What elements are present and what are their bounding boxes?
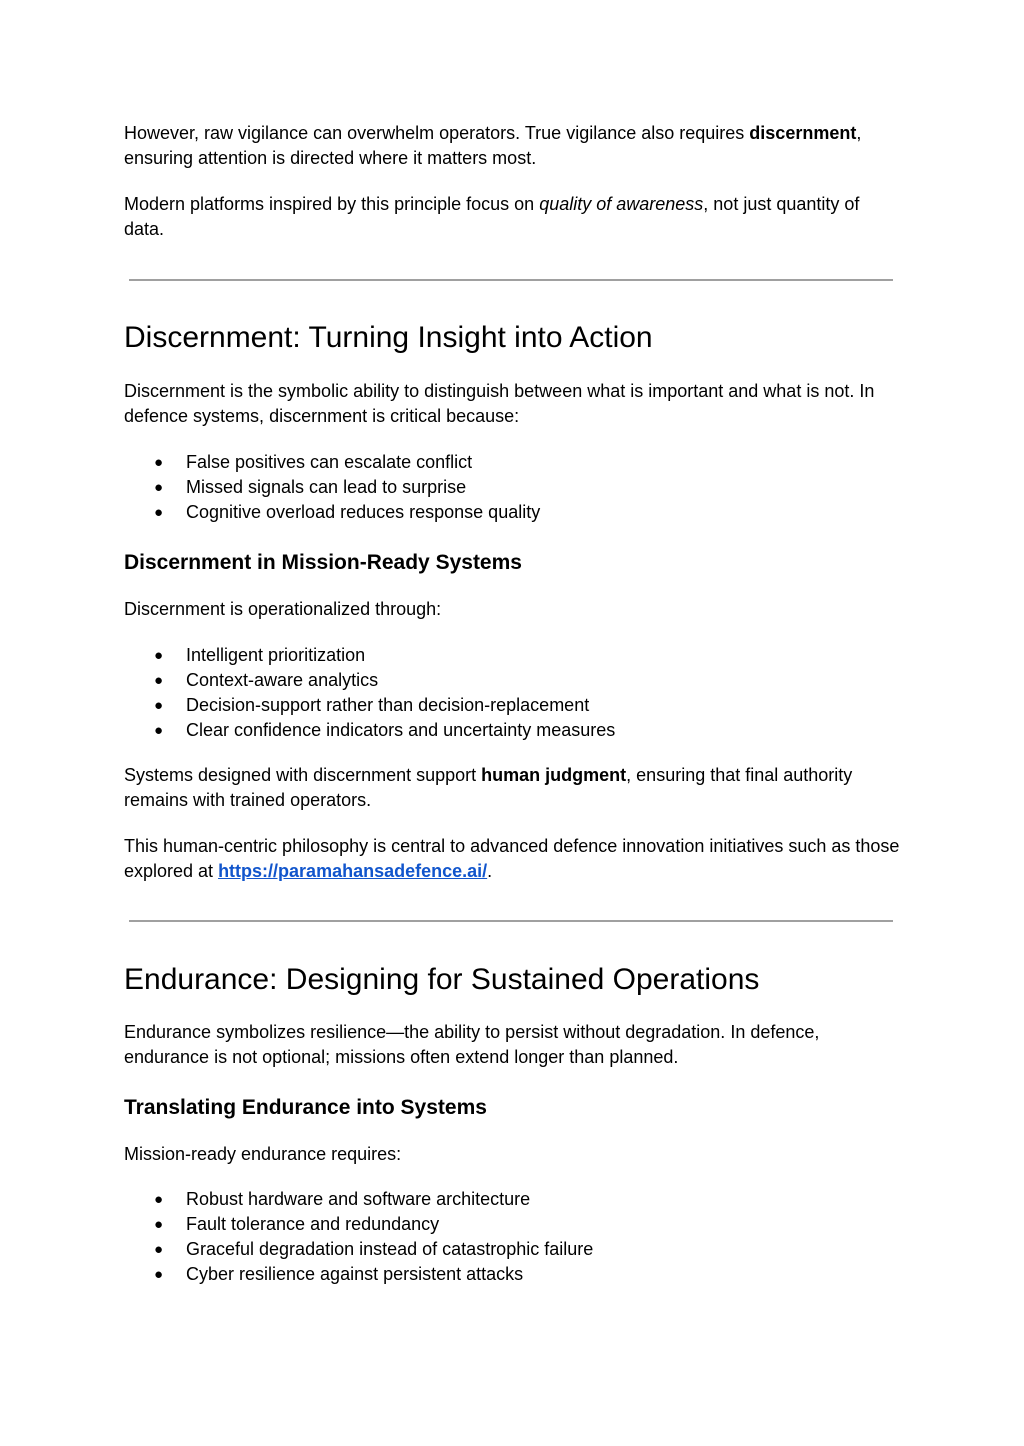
heading-discernment: Discernment: Turning Insight into Action: [124, 321, 653, 354]
bullet-icon: ●: [154, 697, 164, 714]
bullet-icon: ●: [154, 1266, 164, 1283]
endurance-requirements-list: [124, 1187, 904, 1287]
endurance-sub-intro: Mission-ready endurance requires:: [124, 1144, 402, 1164]
list-item: ● False positives can escalate conflict: [124, 450, 904, 475]
list-item: ● Cognitive overload reduces response quality: [124, 500, 904, 525]
heading-endurance: Endurance: Designing for Sustained Operations: [124, 963, 760, 996]
list-item: ● Decision-support rather than decision-replacement: [124, 693, 904, 718]
emphasis-quality-of-awareness: quality of awareness: [539, 194, 704, 214]
bullet-icon: ●: [154, 479, 164, 496]
list-item: ● Intelligent prioritization: [124, 643, 904, 668]
bullet-icon: ●: [154, 722, 164, 739]
discernment-methods-list: [124, 643, 904, 743]
intro-paragraph-1: However, raw vigilance can overwhelm operators. True vigilance also requires discernment, ensuring attention is directed where it matters most.: [124, 123, 862, 168]
paramahansadefence-link[interactable]: https://paramahansadefence.ai/: [218, 861, 488, 881]
list-item: ● Fault tolerance and redundancy: [124, 1212, 904, 1237]
subheading-discernment-systems: Discernment in Mission-Ready Systems: [124, 551, 522, 574]
emphasis-human-judgment: human judgment: [481, 765, 627, 785]
bullet-icon: ●: [154, 454, 164, 471]
link-paragraph: This human-centric philosophy is central to advanced defence innovation initiatives such as those explored at https://paramahansadefence.ai/.: [124, 836, 900, 881]
list-item: ● Clear confidence indicators and uncertainty measures: [124, 718, 904, 743]
bullet-icon: ●: [154, 647, 164, 664]
page-content: [124, 121, 904, 1287]
bullet-icon: ●: [154, 504, 164, 521]
section-divider: [129, 920, 893, 922]
bullet-icon: ●: [154, 1241, 164, 1258]
bullet-icon: ●: [154, 1191, 164, 1208]
list-item: ● Context-aware analytics: [124, 668, 904, 693]
bullet-icon: ●: [154, 672, 164, 689]
subheading-endurance-systems: Translating Endurance into Systems: [124, 1096, 487, 1119]
bullet-icon: ●: [154, 1216, 164, 1233]
intro-paragraph-2: Modern platforms inspired by this principle focus on quality of awareness, not just quantity of data.: [124, 194, 860, 239]
list-item: ● Missed signals can lead to surprise: [124, 475, 904, 500]
list-item: ● Graceful degradation instead of catastrophic failure: [124, 1237, 904, 1262]
human-judgment-paragraph: Systems designed with discernment support human judgment, ensuring that final authority remains with trained operators.: [124, 765, 853, 810]
discernment-reasons-list: [124, 450, 904, 525]
endurance-intro: Endurance symbolizes resilience—the ability to persist without degradation. In defence, endurance is not optional; missions often extend longer than planned.: [124, 1022, 820, 1067]
emphasis-discernment: discernment: [749, 123, 857, 143]
list-item: ● Cyber resilience against persistent attacks: [124, 1262, 904, 1287]
discernment-sub-intro: Discernment is operationalized through:: [124, 599, 442, 619]
section-divider: [129, 279, 893, 281]
list-item: ● Robust hardware and software architecture: [124, 1187, 904, 1212]
discernment-intro: Discernment is the symbolic ability to distinguish between what is important and what is not. In defence systems, discernment is critical because:: [124, 381, 875, 426]
